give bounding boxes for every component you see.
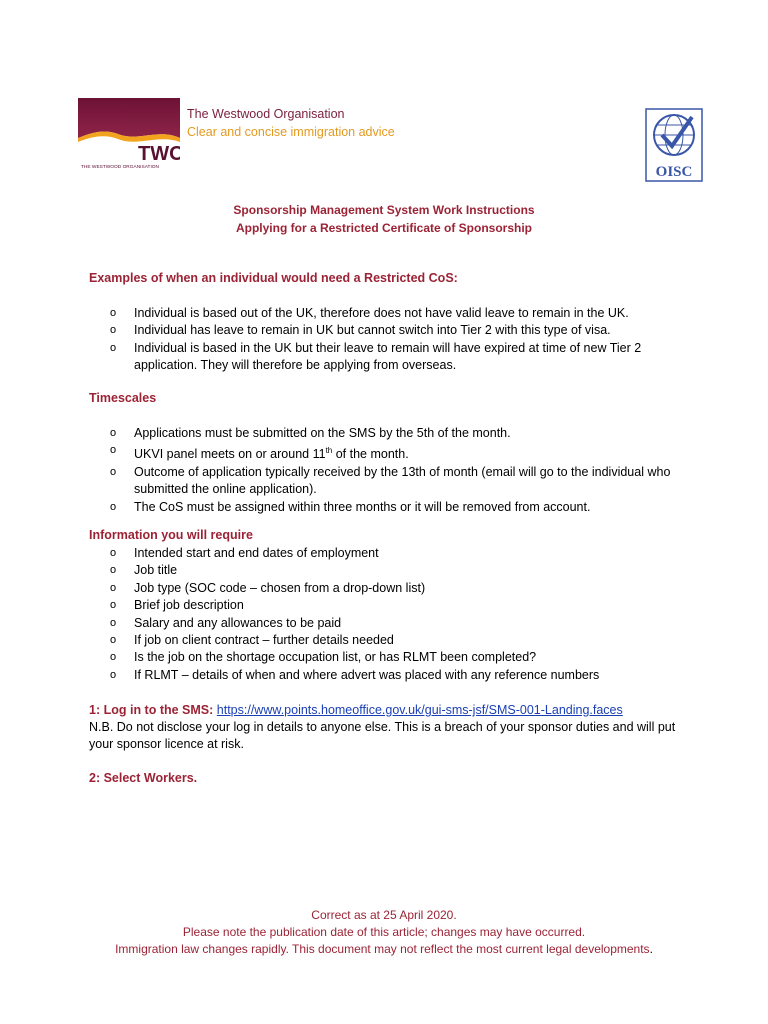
list-item: o Intended start and end dates of employment <box>88 545 698 562</box>
list-item: o Salary and any allowances to be paid <box>88 615 698 632</box>
footer-date: Correct as at 25 April 2020. <box>311 908 457 922</box>
footer-disclaimer <box>0 941 768 958</box>
list-item: o Outcome of application typically received by the 13th of month (email will go to the individual who submitted the online application). <box>88 464 698 499</box>
document-title: Sponsorship Management System Work Instructions <box>233 203 535 217</box>
item-text: of the month. <box>332 447 409 462</box>
list-item: o Brief job description <box>88 597 698 614</box>
oisc-logo <box>645 108 703 182</box>
information-heading: Information you will require <box>89 528 253 542</box>
timescales-list <box>88 425 698 516</box>
step1-note: N.B. Do not disclose your log in details to anyone else. This is a breach of your sponsor duties and will put your sponsor licence at risk. <box>89 720 676 752</box>
footer-period: . <box>649 942 653 956</box>
oisc-text: OISC <box>655 164 693 180</box>
list-item: o Individual has leave to remain in UK but cannot switch into Tier 2 with this type of visa. <box>88 322 698 339</box>
information-list <box>88 545 698 684</box>
document-subtitle: Applying for a Restricted Certificate of Sponsorship <box>235 221 533 235</box>
step2-label: 2: Select Workers. <box>89 771 198 785</box>
item-text: UKVI panel meets on or around 11 <box>134 447 326 462</box>
list-item: o If RLMT – details of when and where advert was placed with any reference numbers <box>88 667 698 684</box>
list-item <box>88 442 698 464</box>
list-item: o Applications must be submitted on the SMS by the 5th of the month. <box>88 425 698 442</box>
examples-list <box>88 305 698 375</box>
list-item: o The CoS must be assigned within three months or it will be removed from account. <box>88 499 698 516</box>
step1-label: 1: Log in to the SMS: <box>89 703 214 717</box>
footer-disclaimer-text: Immigration law changes rapidly. This document may not reflect the most current legal developments <box>115 942 650 956</box>
logo-text: TWO <box>138 143 180 165</box>
list-item: o Is the job on the shortage occupation list, or has RLMT been completed? <box>88 649 698 666</box>
sms-login-link[interactable]: https://www.points.homeoffice.gov.uk/gui-sms-jsf/SMS-001-Landing.faces <box>216 703 623 717</box>
footer-note: Please note the publication date of this article; changes may have occurred. <box>182 925 586 939</box>
superscript: th <box>325 446 333 456</box>
list-item: o If job on client contract – further details needed <box>88 632 698 649</box>
org-tagline: Clear and concise immigration advice <box>187 125 395 139</box>
step1-line <box>89 702 689 719</box>
list-item: o Job type (SOC code – chosen from a drop-down list) <box>88 580 698 597</box>
list-item: o Individual is based in the UK but their leave to remain will have expired at time of new Tier 2 application. They will therefore be applying from overseas. <box>88 340 698 375</box>
examples-heading: Examples of when an individual would need a Restricted CoS: <box>89 271 458 285</box>
logo-subtext: THE WESTWOOD ORGANISATION <box>81 165 159 170</box>
list-item: o Job title <box>88 562 698 579</box>
org-name: The Westwood Organisation <box>187 107 345 121</box>
timescales-heading: Timescales <box>89 391 157 405</box>
westwood-logo <box>78 98 180 170</box>
list-item: o Individual is based out of the UK, therefore does not have valid leave to remain in the UK. <box>88 305 698 322</box>
